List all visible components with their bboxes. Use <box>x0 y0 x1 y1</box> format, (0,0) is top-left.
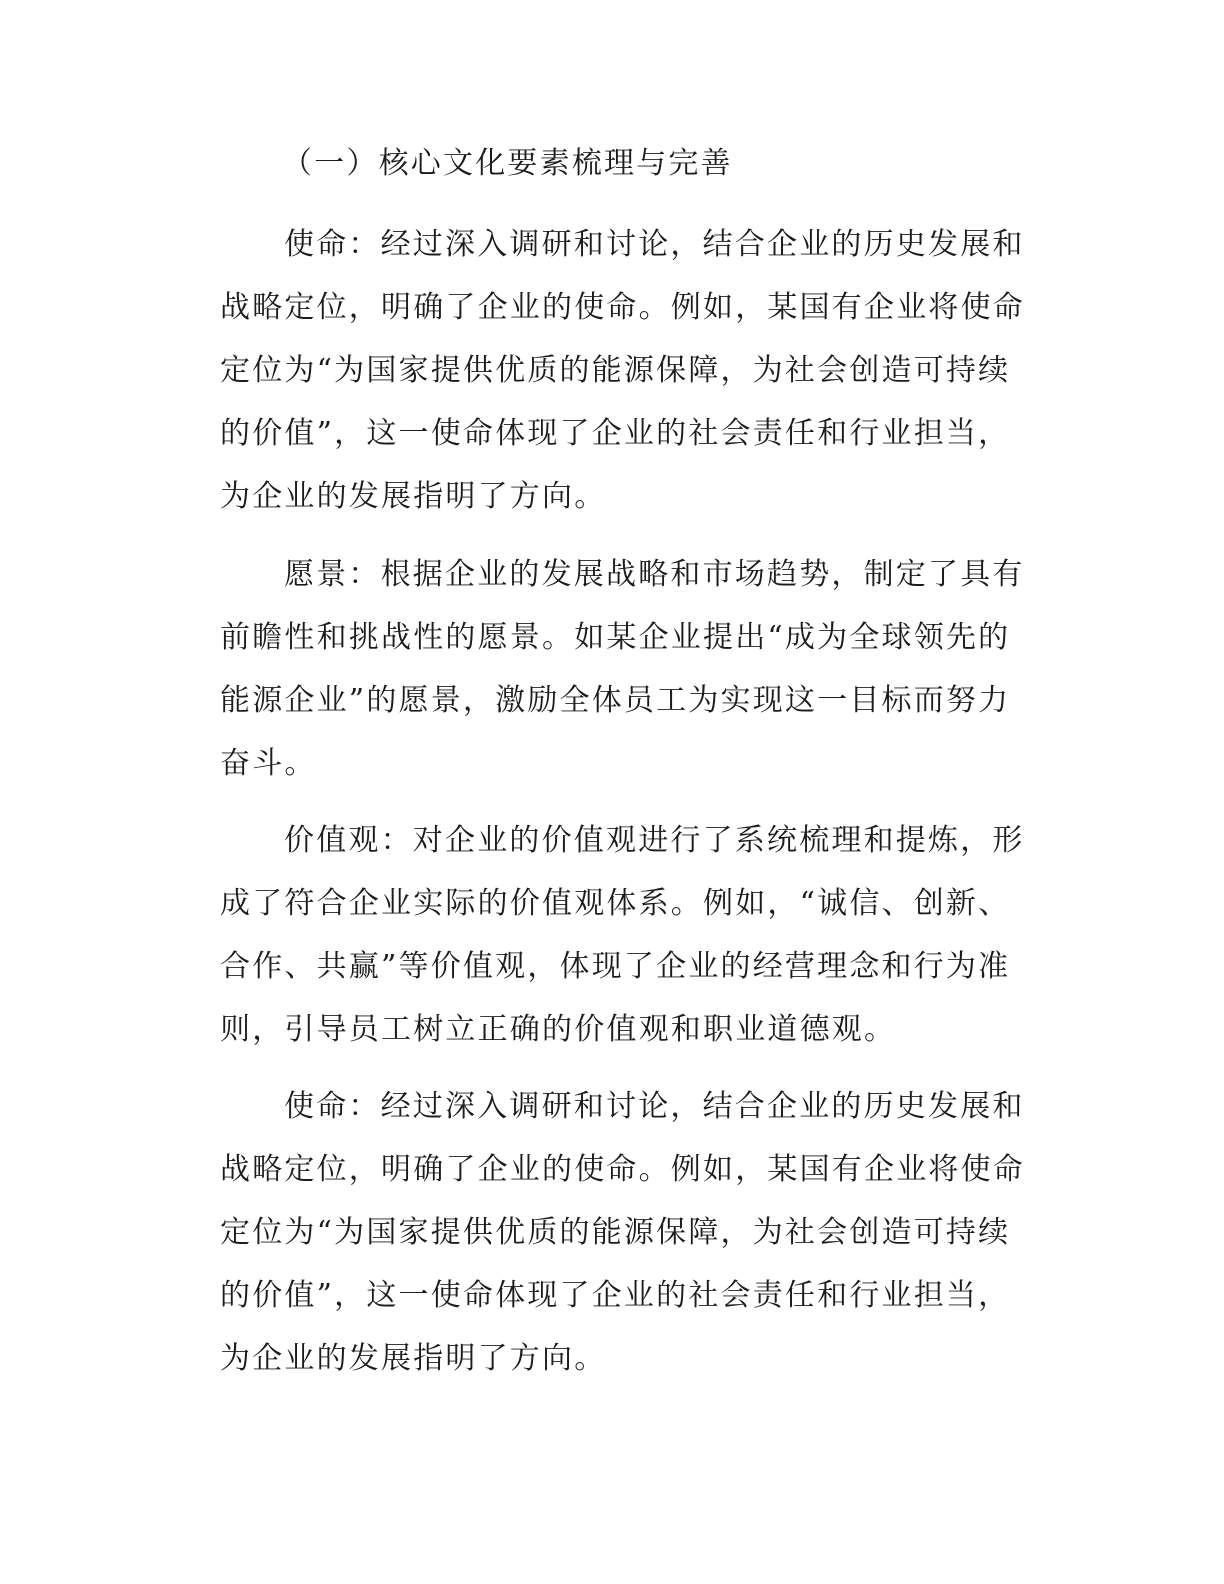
paragraph-line: 愿景：根据企业的发展战略和市场趋势，制定了具有 <box>284 557 1025 592</box>
paragraph-mission <box>220 213 1025 528</box>
paragraph-line: 的价值”，这一使命体现了企业的社会责任和行业担当， <box>220 416 1011 451</box>
paragraph-line: 使命：经过深入调研和讨论，结合企业的历史发展和 <box>284 227 1025 262</box>
paragraph-line: 合作、共赢”等价值观，体现了企业的经营理念和行为准 <box>220 949 1011 984</box>
paragraph-line: 的价值”，这一使命体现了企业的社会责任和行业担当， <box>220 1278 1011 1313</box>
paragraph-line: 奋斗。 <box>220 746 317 781</box>
paragraph-line: 战略定位，明确了企业的使命。例如，某国有企业将使命 <box>220 1152 1025 1187</box>
paragraph-line: 定位为“为国家提供优质的能源保障，为社会创造可持续 <box>220 1215 1011 1250</box>
paragraph-line: 定位为“为国家提供优质的能源保障，为社会创造可持续 <box>220 353 1011 388</box>
paragraph-line: 为企业的发展指明了方向。 <box>220 479 607 514</box>
paragraph-line: 则，引导员工树立正确的价值观和职业道德观。 <box>220 1012 897 1047</box>
paragraph-line: 战略定位，明确了企业的使命。例如，某国有企业将使命 <box>220 290 1025 325</box>
paragraph-line: 前瞻性和挑战性的愿景。如某企业提出“成为全球领先的 <box>220 620 1011 655</box>
paragraph-line: 为企业的发展指明了方向。 <box>220 1341 607 1376</box>
paragraph-line: 成了符合企业实际的价值观体系。例如，“诚信、创新、 <box>220 886 1011 921</box>
paragraph-line: 能源企业”的愿景，激励全体员工为实现这一目标而努力 <box>220 683 1011 718</box>
paragraph-values <box>220 809 1025 1061</box>
paragraph-line: 使命：经过深入调研和讨论，结合企业的历史发展和 <box>284 1089 1025 1124</box>
paragraph-line: 价值观：对企业的价值观进行了系统梳理和提炼，形 <box>284 823 1025 858</box>
paragraph-mission-repeat <box>220 1075 1025 1390</box>
paragraph-vision <box>220 543 1025 795</box>
section-heading: （一）核心文化要素梳理与完善 <box>282 146 733 181</box>
